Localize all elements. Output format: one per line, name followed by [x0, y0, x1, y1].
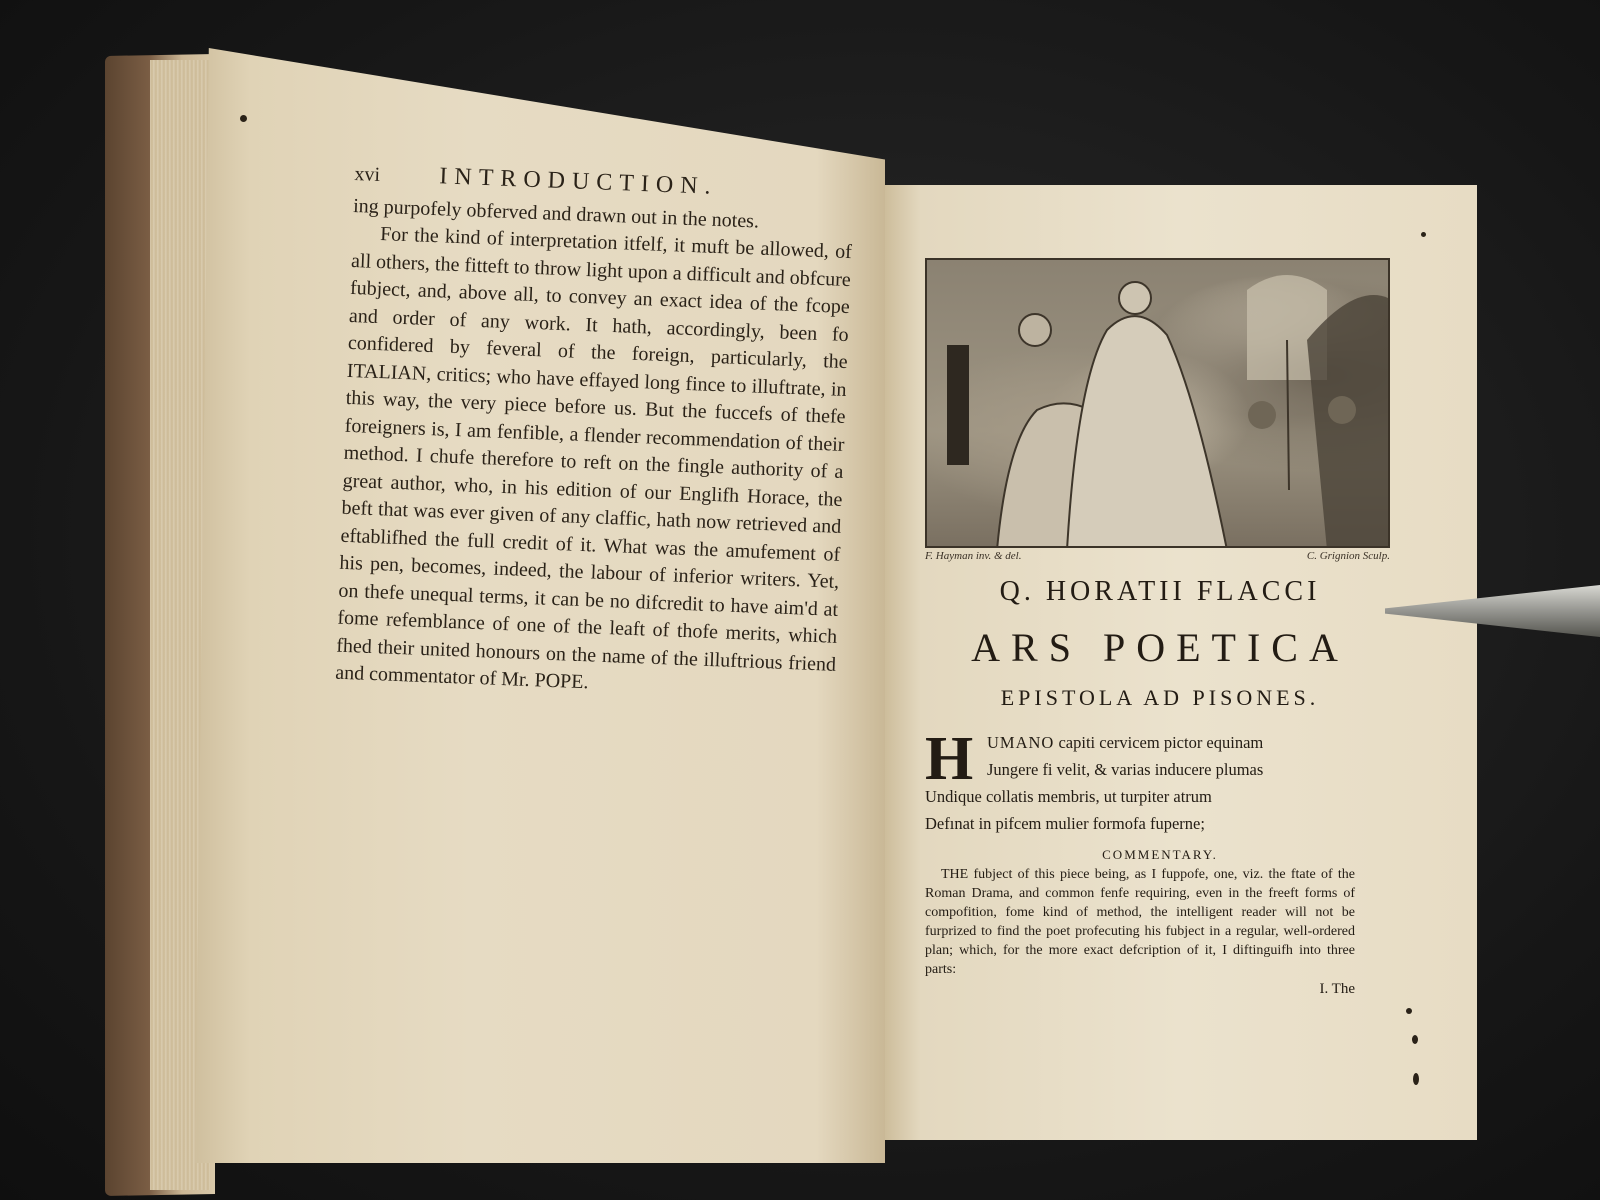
left-page-text: [335, 160, 855, 706]
title-subtitle: EPISTOLA AD PISONES.: [1000, 685, 1320, 710]
section-header: INTRODUCTION.: [438, 163, 719, 200]
carryover-text: ing purpofely obferved and drawn out in the notes.: [352, 194, 760, 233]
verse-line-1-smallcaps: UMANO: [987, 733, 1055, 752]
page-blemish: [1421, 232, 1426, 237]
engraving-figures: [927, 260, 1390, 548]
title-author: Q. HORATII FLACCI: [999, 576, 1321, 607]
verse-line-1: [925, 729, 1395, 756]
verse-line-3: Undique collatis membris, ut turpiter atrum: [925, 787, 1212, 806]
background-figure: [1328, 396, 1356, 424]
introduction-paragraph: For the kind of interpretation itfelf, it muft be allowed, of all others, the fitteft to throw light upon a difficult and obfcure fubject, and, above all, to convey an exact idea of the fcope and order of any work. It hath, accordingly, been fo confidered by feveral of the foreign, particularly, the ITALIAN, critics; who have effayed long fince to illuftrate, in this way, the very piece before us. But the fuccefs of thefe foreigners is, I am fenfible, a flender recommendation of their method. I chufe therefore to reft on the fingle authority of a great author, who, in his edition of our Englifh Horace, the beft that was ever given of any claffic, hath now retrieved and eftablifhed the full credit of it. What was the amufement of his pen, becomes, indeed, the labour of inferior writers. Yet, on thefe unequal terms, it can be no difcredit to have aim'd at fome refemblance of one of the leaft of thofe merits, which fhed their united honours on the name of the illuftrious friend and commentator of Mr. POPE.: [334, 223, 853, 694]
page-number: xvi: [354, 162, 381, 186]
commentary-heading: COMMENTARY.: [1102, 847, 1218, 862]
verse-line-2: Jungere fi velit, & varias inducere plumas: [987, 760, 1264, 779]
figure-head: [1019, 314, 1051, 346]
page-blemish: [240, 115, 247, 122]
latin-verse: [925, 725, 1395, 837]
commentary-text: THE fubject of this piece being, as I fuppofe, one, viz. the ftate of the Roman Drama, and common fenfe requiring, even in the freeft forms of compofition, fome kind of method, the intelligent reader will not be furprized to find the poet profecuting his fubject in a regular, well-ordered plan; which, for the more exact defcription of it, I diftinguifh into three parts:: [925, 867, 1355, 977]
page-blemish: [1406, 1008, 1412, 1014]
figure-head: [1119, 282, 1151, 314]
catchword: I. The: [1319, 981, 1355, 997]
artist-credit: F. Hayman inv. & del.: [925, 550, 1022, 562]
broken-column: [947, 345, 969, 465]
page-blemish: [1412, 1035, 1418, 1044]
verse-line-4: Defınat in pifcem mulier formofa fuperne;: [925, 814, 1205, 833]
drop-capital: H: [925, 725, 974, 793]
right-page-text: [925, 258, 1395, 998]
commentary-block: [925, 865, 1355, 979]
verse-line-1-rest: capiti cervicem pictor equinam: [1054, 733, 1264, 752]
engraving-credits: [925, 550, 1390, 562]
engraving-illustration: [925, 258, 1390, 548]
title-work: ARS POETICA: [971, 625, 1349, 670]
engraver-credit: C. Grignion Sculp.: [1306, 550, 1390, 562]
muse-figure: [1067, 316, 1227, 548]
background-figure: [1248, 401, 1276, 429]
page-blemish: [1413, 1073, 1419, 1085]
